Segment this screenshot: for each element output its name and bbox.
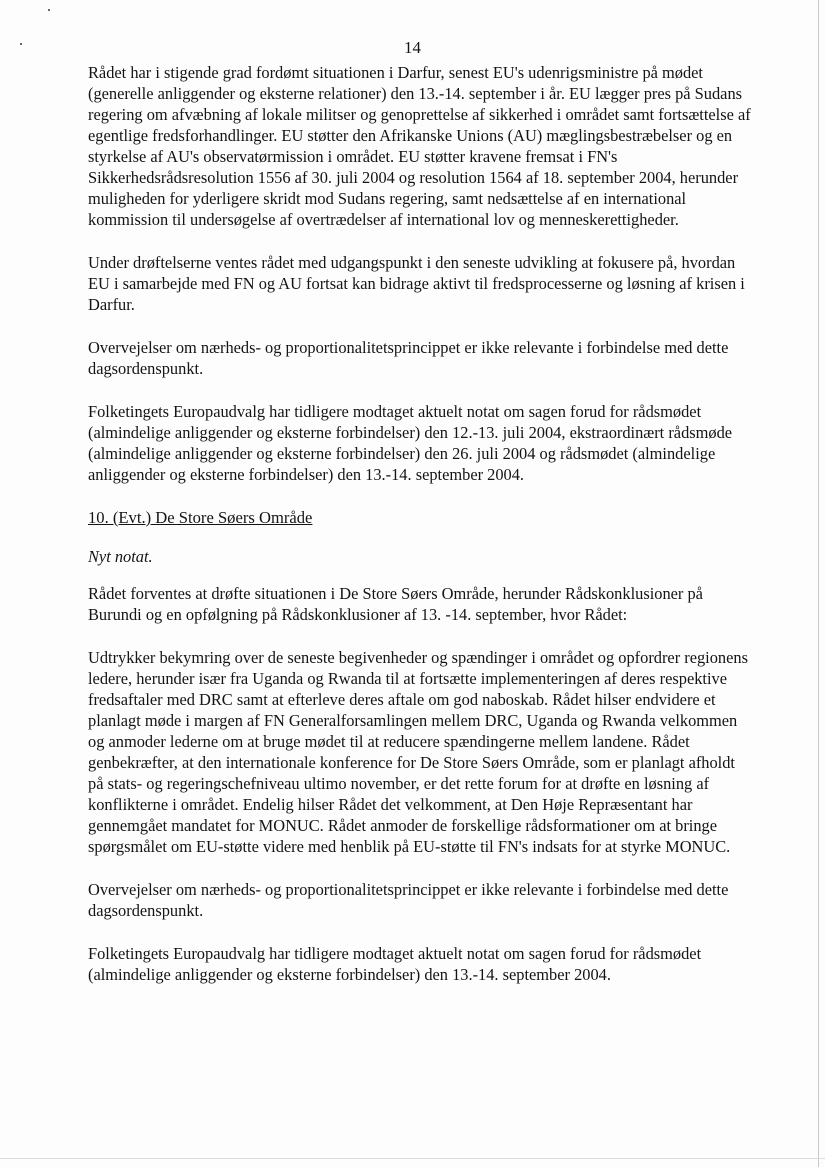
paragraph-darfur-condemnation: Rådet har i stigende grad fordømt situationen i Darfur, senest EU's udenrigsministre på mødet (generelle anliggender og eksterne relationer) den 13.-14. september i år. EU lægger pres på Sudans regering om afvæbning af lokale militser og genoprettelse af sikkerhed i området samt fortsættelse af egentlige fredsforhandlinger. EU støtter den Afrikanske Unions (AU) mæglingsbestræbelser og en styrkelse af AU's observatørmission i området. EU støtter kravene fremsat i FN's Sikkerhedsrådsresolution 1556 af 30. juli 2004 og resolution 1564 af 18. september 2004, herunder muligheden for yderligere skridt mod Sudans regering, samt nedsættelse af en international kommission til undersøgelse af overtrædelser af international lov og menneskerettigheder. (88, 63, 751, 229)
scan-speck (48, 9, 50, 11)
paragraph-darfur-discussion: Under drøftelserne ventes rådet med udgangspunkt i den seneste udvikling at fokusere på, hvordan EU i samarbejde med FN og AU fortsat kan bidrage aktivt til fredsprocesserne og løsning af krisen i Darfur. (88, 253, 745, 314)
scan-edge-right (818, 0, 819, 1167)
scan-edge-bottom (0, 1158, 825, 1159)
page-number: 14 (404, 38, 421, 57)
section-paragraph-council-concerns: Udtrykker bekymring over de seneste begivenheder og spændinger i området og opfordrer regionens ledere, herunder især fra Uganda og Rwanda til at fortsætte implementeringen af deres respektive fredsaftaler med DRC samt at efterleve deres aftale om god naboskab. Rådet hilser endvidere et planlagt møde i margen af FN Generalforsamlingen mellem DRC, Uganda og Rwanda velkommen og anmoder lederne om at bruge mødet til at reducere spændingerne mellem landene. Rådet genbekræfter, at den internationale konference for De Store Søers Område, som er planlagt afholdt på stats- og regeringschefniveau ultimo november, er det rette forum for at drøfte en løsning af konflikterne i området. Endelig hilser Rådet det velkomment, at Den Høje Repræsentant har gennemgået mandatet for MONUC. Rådet anmoder de forskellige rådsformationer om at bringe spørgsmålet om EU-støtte videre med henblik på EU-støtte til FN's indsats for at styrke MONUC. (88, 648, 748, 856)
paragraph-subsidiarity-note: Overvejelser om nærheds- og proportionalitetsprincippet er ikke relevante i forbindelse med dette dagsordenspunkt. (88, 338, 729, 378)
section-subheading: Nyt notat. (88, 547, 153, 566)
document-body (88, 62, 752, 1007)
paragraph-committee-note: Folketingets Europaudvalg har tidligere modtaget aktuelt notat om sagen forud for rådsmødet (almindelige anliggender og eksterne forbindelser) den 12.-13. juli 2004, ekstraordinært rådsmøde (almindelige anliggender og eksterne forbindelser) den 26. juli 2004 og rådsmødet (almindelige anliggender og eksterne forbindelser) den 13.-14. september 2004. (88, 402, 733, 484)
section-paragraph-committee-note: Folketingets Europaudvalg har tidligere modtaget aktuelt notat om sagen forud for rådsmødet (almindelige anliggender og eksterne forbindelser) den 13.-14. september 2004. (88, 944, 702, 984)
section-paragraph-intro: Rådet forventes at drøfte situationen i De Store Søers Område, herunder Rådskonklusioner på Burundi og en opfølgning på Rådskonklusioner af 13. -14. september, hvor Rådet: (88, 584, 703, 624)
section-paragraph-subsidiarity-note: Overvejelser om nærheds- og proportionalitetsprincippet er ikke relevante i forbindelse med dette dagsordenspunkt. (88, 880, 729, 920)
section-heading: 10. (Evt.) De Store Søers Område (88, 508, 313, 527)
